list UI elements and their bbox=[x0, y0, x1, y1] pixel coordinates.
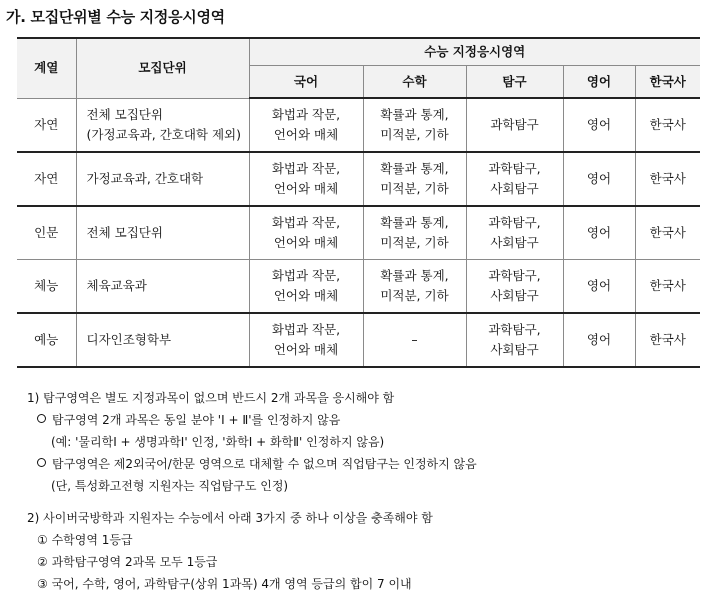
cell-math: – bbox=[363, 313, 466, 367]
cell-korean: 화법과 작문, 언어와 매체 bbox=[249, 98, 363, 152]
table-row bbox=[17, 260, 700, 314]
header-english: 영어 bbox=[563, 66, 635, 99]
cell-gyeyeol: 체능 bbox=[17, 260, 76, 314]
cell-inquiry: 과학탐구, 사회탐구 bbox=[466, 260, 563, 314]
note-1b: 탐구영역은 제2외국어/한문 영역으로 대체할 수 없으며 직업탐구는 인정하지 않음 bbox=[37, 453, 707, 475]
cell-gyeyeol: 인문 bbox=[17, 206, 76, 260]
cell-gyeyeol: 예능 bbox=[17, 313, 76, 367]
cell-korean: 화법과 작문, 언어와 매체 bbox=[249, 206, 363, 260]
cell-unit: 전체 모집단위 bbox=[76, 206, 249, 260]
requirements-table bbox=[17, 37, 700, 368]
header-inquiry: 탐구 bbox=[466, 66, 563, 99]
note-2-item-2: ② 과학탐구영역 2과목 모두 1등급 bbox=[37, 555, 218, 569]
table-row bbox=[17, 313, 700, 367]
cell-history: 한국사 bbox=[635, 206, 700, 260]
cell-english: 영어 bbox=[563, 98, 635, 152]
cell-korean: 화법과 작문, 언어와 매체 bbox=[249, 313, 363, 367]
notes bbox=[27, 387, 707, 595]
page-title: 가. 모집단위별 수능 지정응시영역 bbox=[6, 8, 225, 26]
cell-inquiry: 과학탐구, 사회탐구 bbox=[466, 152, 563, 206]
cell-history: 한국사 bbox=[635, 260, 700, 314]
note-2-item-3: ③ 국어, 수학, 영어, 과학탐구(상위 1과목) 4개 영역 등급의 합이 7 이내 bbox=[37, 577, 412, 591]
cell-unit: 디자인조형학부 bbox=[76, 313, 249, 367]
header-gyeyeol: 계열 bbox=[17, 38, 76, 98]
circle-bullet-icon bbox=[37, 414, 46, 423]
cell-korean: 화법과 작문, 언어와 매체 bbox=[249, 152, 363, 206]
cell-history: 한국사 bbox=[635, 313, 700, 367]
cell-inquiry: 과학탐구, 사회탐구 bbox=[466, 206, 563, 260]
table-row bbox=[17, 152, 700, 206]
header-math: 수학 bbox=[363, 66, 466, 99]
note-1a: 탐구영역 2개 과목은 동일 분야 'Ⅰ + Ⅱ'를 인정하지 않음 bbox=[37, 409, 707, 431]
cell-inquiry: 과학탐구, 사회탐구 bbox=[466, 313, 563, 367]
note-2-item-1: ① 수학영역 1등급 bbox=[37, 533, 133, 547]
header-group: 수능 지정응시영역 bbox=[249, 38, 700, 66]
header-history: 한국사 bbox=[635, 66, 700, 99]
cell-inquiry: 과학탐구 bbox=[466, 98, 563, 152]
cell-unit: 체육교육과 bbox=[76, 260, 249, 314]
cell-english: 영어 bbox=[563, 313, 635, 367]
cell-math: 확률과 통계, 미적분, 기하 bbox=[363, 206, 466, 260]
header-korean: 국어 bbox=[249, 66, 363, 99]
note-1b-example: (단, 특성화고전형 지원자는 직업탐구도 인정) bbox=[51, 479, 289, 493]
note-1a-example: (예: '물리학Ⅰ + 생명과학Ⅰ' 인정, '화학Ⅰ + 화학Ⅱ' 인정하지 않음) bbox=[51, 435, 385, 449]
table-row bbox=[17, 206, 700, 260]
cell-english: 영어 bbox=[563, 152, 635, 206]
cell-gyeyeol: 자연 bbox=[17, 152, 76, 206]
header-unit: 모집단위 bbox=[76, 38, 249, 98]
cell-unit: 가정교육과, 간호대학 bbox=[76, 152, 249, 206]
circle-bullet-icon bbox=[37, 458, 46, 467]
cell-math: 확률과 통계, 미적분, 기하 bbox=[363, 260, 466, 314]
cell-history: 한국사 bbox=[635, 152, 700, 206]
note-2: 2) 사이버국방학과 지원자는 수능에서 아래 3가지 중 하나 이상을 충족해야 함 bbox=[27, 511, 433, 525]
cell-gyeyeol: 자연 bbox=[17, 98, 76, 152]
cell-math: 확률과 통계, 미적분, 기하 bbox=[363, 152, 466, 206]
cell-history: 한국사 bbox=[635, 98, 700, 152]
cell-english: 영어 bbox=[563, 260, 635, 314]
cell-unit: 전체 모집단위 (가정교육과, 간호대학 제외) bbox=[76, 98, 249, 152]
cell-english: 영어 bbox=[563, 206, 635, 260]
table-row bbox=[17, 98, 700, 152]
cell-math: 확률과 통계, 미적분, 기하 bbox=[363, 98, 466, 152]
cell-korean: 화법과 작문, 언어와 매체 bbox=[249, 260, 363, 314]
note-1: 1) 탐구영역은 별도 지정과목이 없으며 반드시 2개 과목을 응시해야 함 bbox=[27, 391, 395, 405]
